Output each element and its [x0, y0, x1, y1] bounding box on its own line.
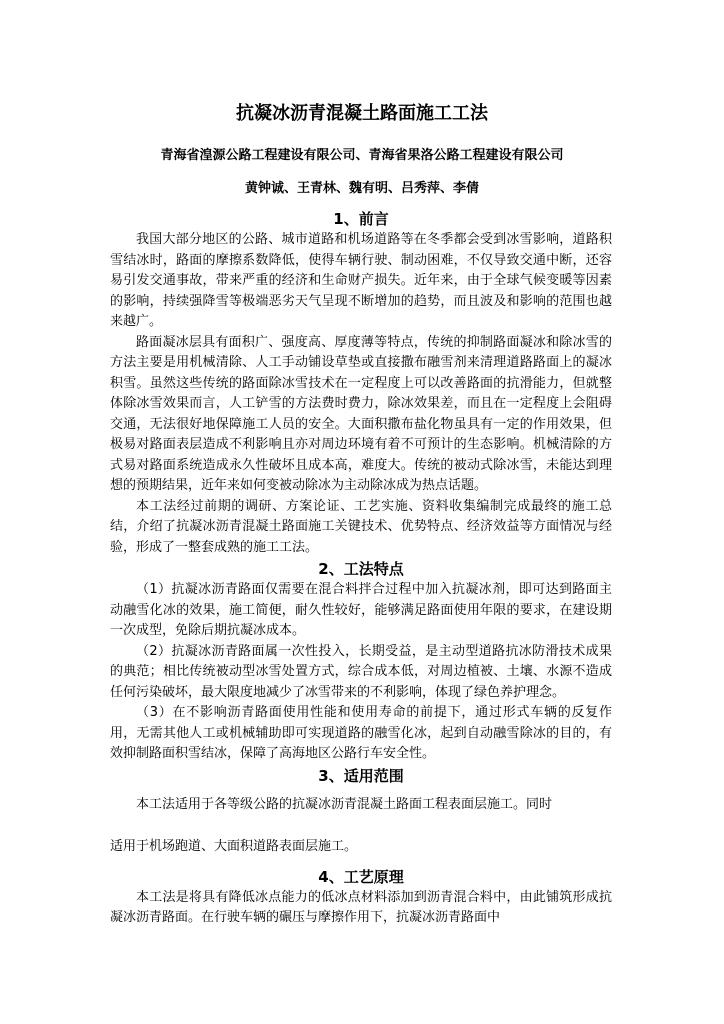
paragraph: （3）在不影响沥青路面使用性能和使用寿命的前提下，通过形式车辆的反复作用，无需其他人工或机械辅助即可实现道路的融雪化冰，起到自动融雪除冰的目的，有效抑制路面积雪结冰，保障了高海地区公路行车安全性。 [110, 705, 612, 761]
affiliation: 青海省湟源公路工程建设有限公司、青海省果洛公路工程建设有限公司 [160, 148, 564, 163]
paragraph: 本工法是将具有降低冰点能力的低冰点材料添加到沥青混合料中，由此铺筑形成抗凝冰沥青路面。在行驶车辆的碾压与摩擦作用下，抗凝冰沥青路面中 [110, 889, 612, 925]
document-body [110, 208, 612, 929]
section-heading-features: 2、工法特点 [318, 560, 404, 578]
section-heading-scope: 3、适用范围 [318, 766, 404, 785]
paragraph: 本工法经过前期的调研、方案论证、工艺实施、资料收集编制完成最终的施工总结，介绍了抗凝冰沥青混凝土路面施工关键技术、优势特点、经济效益等方面情况与经验，形成了一整套成熟的施工工法。 [110, 498, 612, 555]
document-title: 抗凝冰沥青混凝土路面施工工法 [236, 103, 488, 124]
paragraph: 本工法适用于各等级公路的抗凝冰沥青混凝土路面工程表面层施工。同时 [136, 796, 553, 812]
section-heading-principle: 4、工艺原理 [318, 867, 404, 886]
authors: 黄钟诚、王青林、魏有明、吕秀萍、李倩 [244, 181, 479, 196]
paragraph: （1）抗凝冰沥青路面仅需要在混合料拌合过程中加入抗凝冰剂，即可达到路面主动融雪化冰的效果，施工简便，耐久性较好，能够满足路面使用年限的要求，在建设期一次成型，免除后期抗凝冰成本。 [110, 582, 612, 638]
paragraph: （2）抗凝冰沥青路面属一次性投入，长期受益，是主动型道路抗冰防滑技术成果的典范；相比传统被动型冰雪处置方式，综合成本低，对周边植被、土壤、水源不造成任何污染破坏，最大限度地减少了冰雪带来的不利影响，体现了绿色养护理念。 [110, 643, 612, 700]
section-heading-preface: 1、前言 [333, 210, 389, 228]
paragraph: 路面凝冰层具有面积广、强度高、厚度薄等特点，传统的抑制路面凝冰和除冰雪的方法主要是用机械清除、人工手动铺设草垫或直接撒布融雪剂来清理道路路面上的凝冰积雪。虽然这些传统的路面除冰雪技术在一定程度上可以改善路面的抗滑能力，但就整体除冰雪效果而言，人工铲雪的方法费时费力，除冰效果差，而且在一定程度上会阻碍交通，无法很好地保障施工人员的安全。大面积撒布盐化物虽具有一定的作用效果，但极易对路面表层造成不利影响且亦对周边环境有着不可预计的生态影响。机械清除的方式易对路面系统造成永久性破坏且成本高，难度大。传统的被动式除冰雪，未能达到理想的预期结果，近年来如何变被动除冰为主动除冰成为热点话题。 [110, 334, 612, 493]
paragraph: 我国大部分地区的公路、城市道路和机场道路等在冬季都会受到冰雪影响，道路积雪结冰时，路面的摩擦系数降低，使得车辆行驶、制动困难，不仅导致交通中断，还容易引发交通事故，带来严重的经济和生命财产损失。近年来，由于全球气候变暖等因素的影响，持续强降雪等极端恶劣天气呈现不断增加的趋势，而且波及和影响的范围也越来越广。 [110, 232, 612, 329]
paragraph: 适用于机场跑道、大面积道路表面层施工。 [110, 839, 358, 854]
